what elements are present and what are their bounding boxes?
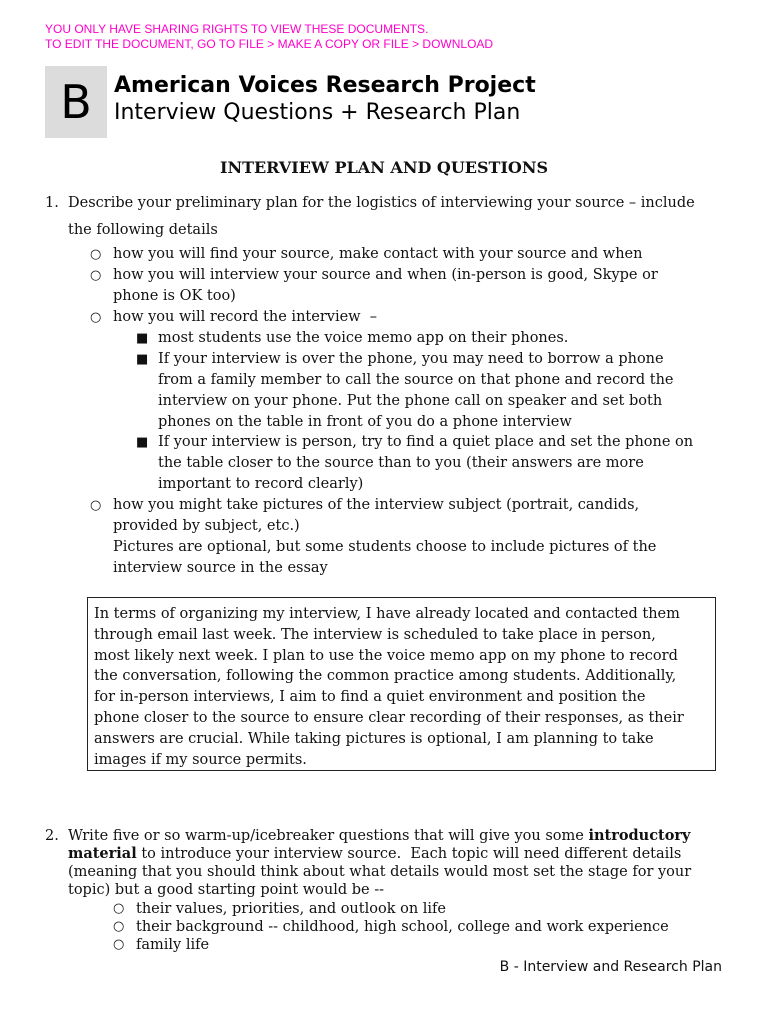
answer-line: through email last week. The interview is scheduled to take place in person, xyxy=(94,626,656,643)
circle-bullet-icon: ○ xyxy=(113,937,125,952)
circle-bullet-icon: ○ xyxy=(113,901,125,916)
q1-sub-bullet-2-line4: phones on the table in front of you do a phone interview xyxy=(158,414,572,430)
question-2-line4: topic) but a good starting point would be -- xyxy=(68,882,385,898)
q2-bullet-3: family life xyxy=(136,937,210,953)
sharing-notice-line2: TO EDIT THE DOCUMENT, GO TO FILE > MAKE A COPY OR FILE > DOWNLOAD xyxy=(45,37,494,51)
q1-bullet-4 xyxy=(113,495,656,579)
question-2-line2-text: to introduce your interview source. Each topic will need different details xyxy=(136,846,682,862)
answer-line: most likely next week. I plan to use the voice memo app on my phone to record xyxy=(94,647,678,664)
sharing-notice-line1: YOU ONLY HAVE SHARING RIGHTS TO VIEW THESE DOCUMENTS. xyxy=(45,22,429,36)
q1-sub-bullet-2 xyxy=(158,349,674,433)
circle-bullet-icon: ○ xyxy=(113,919,125,934)
q1-bullet-4-line1: how you might take pictures of the interview subject (portrait, candids, xyxy=(113,497,640,513)
document-title: American Voices Research Project xyxy=(114,73,536,98)
question-2-line1 xyxy=(68,827,728,845)
q1-bullet-4-line4: interview source in the essay xyxy=(113,560,328,576)
page-footer: B - Interview and Research Plan xyxy=(499,959,722,975)
circle-bullet-icon: ○ xyxy=(90,247,102,262)
answer-line: images if my source permits. xyxy=(94,751,307,768)
question-2-line1-text: Write five or so warm-up/icebreaker questions that will give you some xyxy=(68,828,589,844)
answer-line: phone closer to the source to ensure clear recording of their responses, as their xyxy=(94,709,684,726)
q1-bullet-2 xyxy=(113,265,658,307)
answer-line: In terms of organizing my interview, I have already located and contacted them xyxy=(94,606,680,622)
q1-bullet-3: how you will record the interview – xyxy=(113,309,378,325)
circle-bullet-icon: ○ xyxy=(90,310,102,325)
q1-sub-bullet-3-line1: If your interview is person, try to find a quiet place and set the phone on xyxy=(158,434,694,450)
sharing-notice xyxy=(45,22,493,52)
q1-bullet-2-line1: how you will interview your source and when (in-person is good, Skype or xyxy=(113,267,658,283)
q1-bullet-1: how you will find your source, make contact with your source and when xyxy=(113,246,643,262)
q1-sub-bullet-2-line3: interview on your phone. Put the phone call on speaker and set both xyxy=(158,393,663,409)
section-badge: B xyxy=(45,66,107,138)
q2-bullet-1: their values, priorities, and outlook on life xyxy=(136,901,446,917)
question-1-line2: the following details xyxy=(68,222,218,238)
q1-sub-bullet-2-line1: If your interview is over the phone, you may need to borrow a phone xyxy=(158,351,664,367)
question-2-bold-intro: introductory xyxy=(588,827,691,844)
question-2-line3: (meaning that you should think about what details would most set the stage for your xyxy=(68,864,692,880)
q1-bullet-4-line2: provided by subject, etc.) xyxy=(113,518,300,534)
answer-line: for in-person interviews, I aim to find a quiet environment and position the xyxy=(94,689,646,706)
q1-sub-bullet-3-line2: the table closer to the source than to you (their answers are more xyxy=(158,455,644,471)
q1-bullet-4-line3: Pictures are optional, but some students choose to include pictures of the xyxy=(113,539,657,555)
circle-bullet-icon: ○ xyxy=(90,268,102,283)
document-subtitle: Interview Questions + Research Plan xyxy=(114,100,521,125)
q1-sub-bullet-1: most students use the voice memo app on their phones. xyxy=(158,330,569,346)
question-1-text xyxy=(68,190,728,244)
q1-sub-bullet-3 xyxy=(158,432,693,495)
question-2-bold-material: material xyxy=(68,845,137,862)
q2-bullet-2: their background -- childhood, high school, college and work experience xyxy=(136,919,669,935)
question-2-text xyxy=(68,827,728,899)
section-heading: INTERVIEW PLAN AND QUESTIONS xyxy=(219,158,549,177)
answer-box-1[interactable] xyxy=(87,597,716,771)
answer-line: the conversation, following the common practice among students. Additionally, xyxy=(94,668,677,685)
square-bullet-icon: ■ xyxy=(136,331,149,346)
q1-sub-bullet-2-line2: from a family member to call the source on that phone and record the xyxy=(158,372,674,388)
question-2-line2 xyxy=(68,845,728,863)
q1-sub-bullet-3-line3: important to record clearly) xyxy=(158,476,364,492)
answer-line: answers are crucial. While taking pictures is optional, I am planning to take xyxy=(94,730,654,747)
square-bullet-icon: ■ xyxy=(136,435,149,450)
square-bullet-icon: ■ xyxy=(136,352,149,367)
question-1-line1: Describe your preliminary plan for the logistics of interviewing your source – include xyxy=(68,195,695,211)
question-1-number: 1. xyxy=(45,195,59,211)
q1-bullet-2-line2: phone is OK too) xyxy=(113,288,236,304)
circle-bullet-icon: ○ xyxy=(90,498,102,513)
question-2-number: 2. xyxy=(45,828,59,844)
